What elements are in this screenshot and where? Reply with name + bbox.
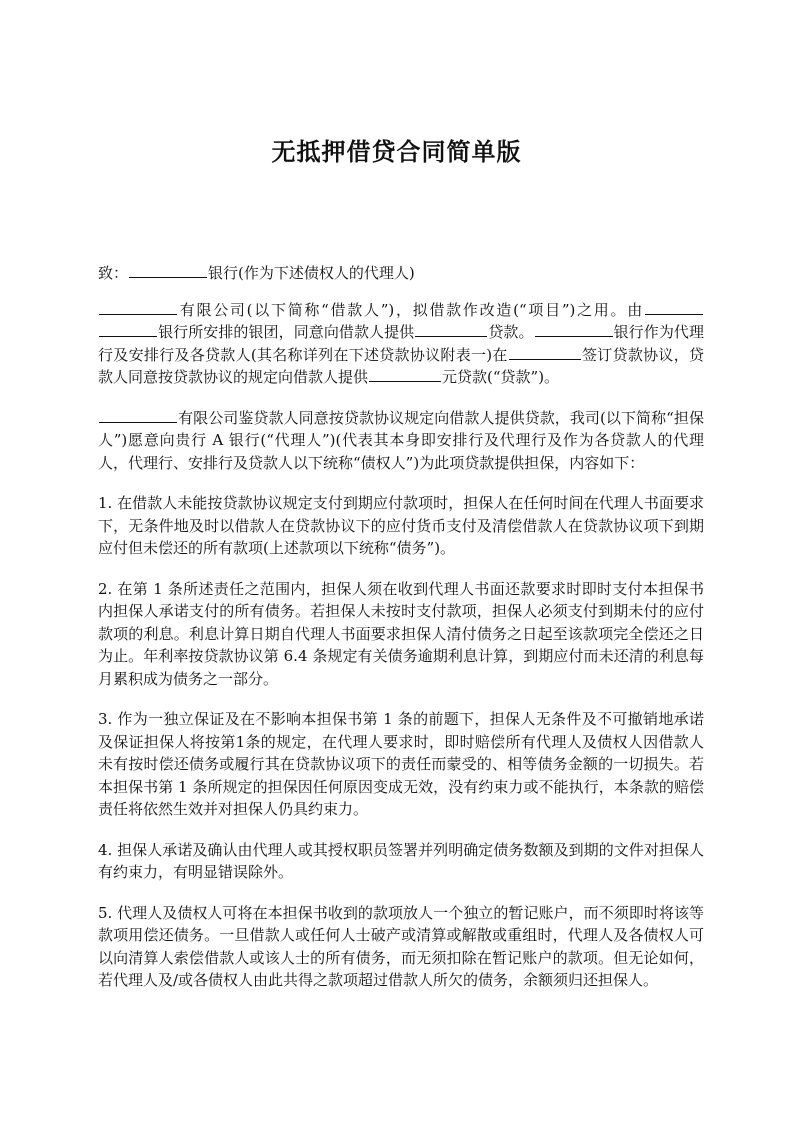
paragraph-text: 银行所安排的银团，同意向借款人提供: [158, 323, 415, 341]
clause-4: 4. 担保人承诺及确认由代理人或其授权职员签署并列明确定债务数额及到期的文件对担保人有约束力，有明显错误除外。: [98, 840, 704, 881]
document-body: [98, 262, 704, 1010]
greeting-line: [98, 262, 704, 285]
blank-loan-sum: [369, 366, 441, 382]
paragraph-text: 元贷款(“贷款”)。: [442, 368, 560, 386]
paragraph-guarantor: [98, 407, 704, 475]
greeting-prefix: 致：: [98, 264, 129, 282]
paragraph-text: 签订贷款协议，贷款人同意按贷款协议的规定向借款人提供: [98, 345, 704, 386]
blank-guarantor-company: [99, 407, 177, 423]
blank-agent-bank: [535, 321, 613, 337]
paragraph-text: 有限公司鉴贷款人同意按贷款协议规定向借款人提供贷款，我司(以下简称“担保人”)愿意向贵行 A 银行(“代理人”)(代表其本身即安排行及代理行及作为各贷款人的代理人，代理行、安排行及贷款人以下统称“债权人”)为此项贷款提供担保，内容如下：: [98, 408, 704, 472]
blank-loan-amount: [415, 321, 487, 337]
blank-arranging-bank: [645, 299, 703, 315]
greeting-suffix: 银行(作为下述债权人的代理人): [208, 264, 415, 282]
clause-3: 3. 作为一独立保证及在不影响本担保书第 1 条的前题下，担保人无条件及不可撤销地承诺及保证担保人将按第1条的规定，在代理人要求时，即时赔偿所有代理人及债权人因借款人未有按时偿还债务或履行其在贷款协议项下的责任而蒙受的、相等债务金额的一切损失。若本担保书第 1 条所规定的担保因任何原因变成无效，没有约束力或不能执行，本条款的赔偿责任将依然生效并对担保人仍具约束力。: [98, 710, 704, 818]
blank-arranging-bank-cont: [99, 321, 157, 337]
paragraph-text: 有限公司(以下简称“借款人”)，拟借款作改造(“项目”)之用。由: [178, 300, 644, 319]
clause-5: 5. 代理人及债权人可将在本担保书收到的款项放人一个独立的暂记账户，而不须即时将该等款项用偿还债务。一旦借款人或任何人士破产或清算或解散或重组时，代理人及各债权人可以向清算人索偿借款人或该人士的所有债务，而无须扣除在暂记账户的款项。但无论如何，若代理人及/或各债权人由此共得之款项超过借款人所欠的债务，余额须归还担保人。: [98, 903, 704, 989]
blank-bank-name: [129, 262, 207, 278]
paragraph-text: 贷款。: [488, 323, 534, 341]
blank-signing-date: [509, 344, 581, 360]
document-title: 无抵押借贷合同简单版: [271, 138, 522, 166]
paragraph-borrower: [98, 299, 704, 389]
paragraph-text: 银行作为代理行及安排行及各贷款人(其名称详列在下述贷款协议附表一)在: [98, 323, 704, 364]
blank-borrower-company: [99, 299, 177, 315]
clause-2: 2. 在第 1 条所述责任之范围内，担保人须在收到代理人书面还款要求时即时支付本担保书内担保人承诺支付的所有债务。若担保人未按时支付款项，担保人必须支付到期未付的应付款项的利息。利息计算日期自代理人书面要求担保人清付债务之日起至该款项完全偿还之日为止。年利率按贷款协议第 6.4 条规定有关债务逾期利息计算，到期应付而未还清的利息每月累积成为债务之一部分。: [98, 579, 704, 688]
clause-1: 1. 在借款人未能按贷款协议规定支付到期应付款项时，担保人在任何时间在代理人书面要求下，无条件地及时以借款人在贷款协议下的应付货币支付及清偿借款人在贷款协议项下到期应付但未偿还的所有款项(上述款项以下统称“债务”)。: [98, 494, 704, 557]
